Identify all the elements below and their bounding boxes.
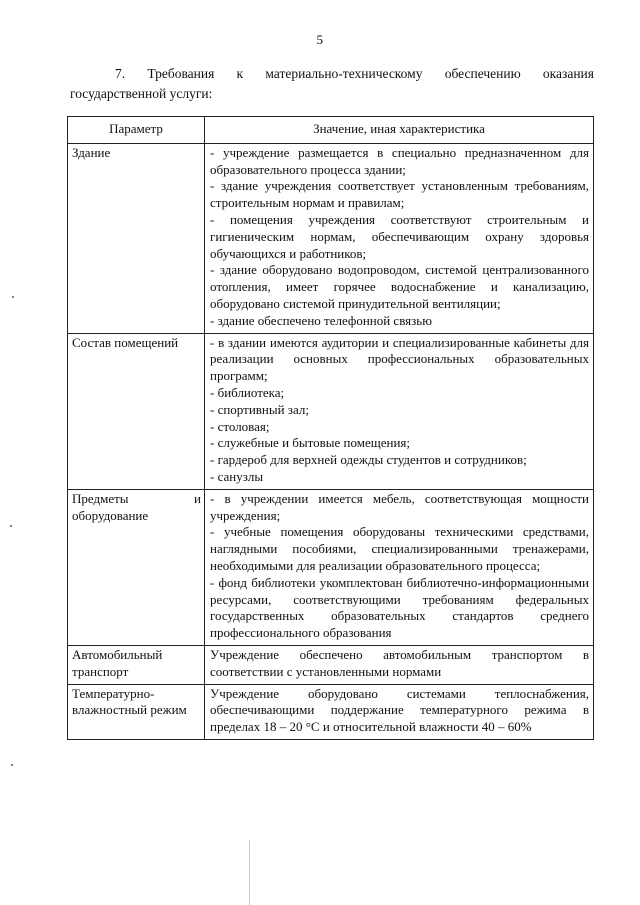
list-item: - санузлы: [210, 468, 264, 484]
param-cell-transport: Автомобильный транспорт: [68, 645, 205, 684]
list-item: - в учреждении имеется мебель, соответствующая мощности учреждения;: [210, 490, 589, 523]
list-item: - столовая;: [210, 418, 270, 434]
table-row: [68, 489, 594, 645]
param-equipment-word-2: и: [194, 490, 201, 506]
list-item: - помещения учреждения соответствуют строительным и гигиеническим нормам, обеспечивающим охрану здоровья обучающихся и работников;: [210, 211, 589, 261]
table-row: [68, 684, 594, 739]
list-item: - библиотека;: [210, 384, 285, 400]
scan-fold-line: [249, 840, 250, 905]
list-item: - здание обеспечено телефонной связью: [210, 312, 432, 328]
column-header-parameter: Параметр: [68, 117, 205, 144]
param-cell-building: Здание: [68, 143, 205, 333]
section-heading-line-2: государственной услуги:: [70, 86, 213, 101]
table-row: [68, 143, 594, 333]
list-item: - здание учреждения соответствует установленным требованиям, строительным нормам и правилам;: [210, 178, 589, 211]
param-equipment-word-1: Предметы: [72, 490, 129, 506]
scan-speck: [12, 296, 14, 298]
section-heading: [70, 64, 594, 104]
value-cell-transport: [205, 645, 594, 684]
table-header-row: [68, 117, 594, 144]
requirements-table: [67, 116, 594, 740]
list-item: - учебные помещения оборудованы техническими средствами, наглядными пособиями, специализированными тренажерами, необходимыми для реализации образовательного процесса;: [210, 524, 589, 573]
param-cell-climate: Температурно-влажностный режим: [68, 684, 205, 739]
list-item: Учреждение обеспечено автомобильным транспортом в соответствии с установленными нормами: [210, 646, 589, 679]
value-cell-rooms: [205, 333, 594, 489]
list-item: - в здании имеются аудитории и специализированные кабинеты для реализации основных профессиональных образовательных программ;: [210, 334, 589, 384]
page-number: 5: [316, 32, 324, 47]
scan-speck: [10, 525, 12, 527]
list-item: - спортивный зал;: [210, 401, 309, 417]
table-row: [68, 333, 594, 489]
list-item: - гардероб для верхней одежды студентов и сотрудников;: [210, 452, 527, 468]
column-header-value: Значение, иная характеристика: [205, 117, 594, 144]
list-item: Учреждение оборудовано системами теплоснабжения, обеспечивающими поддержание температурного режима в пределах 18 – 20 °С и относительной влажности 40 – 60%: [210, 685, 589, 735]
list-item: - фонд библиотеки укомплектован библиотечно-информационными ресурсами, соответствующими требованиям федеральных государственных образовательных стандартов среднего профессионального образования: [210, 574, 589, 641]
table-row: [68, 645, 594, 684]
param-cell-equipment: [68, 489, 205, 645]
list-item: - учреждение размещается в специально предназначенном для образовательного процесса здании;: [210, 144, 589, 177]
section-heading-line-1: 7. Требования к материально-техническому обеспечению оказания: [115, 66, 594, 81]
list-item: - здание оборудовано водопроводом, системой централизованного отопления, имеет горячее водоснабжение и канализацию, оборудовано системой принудительной вентиляции;: [210, 262, 589, 311]
list-item: - служебные и бытовые помещения;: [210, 435, 411, 451]
value-cell-building: [205, 143, 594, 333]
param-cell-rooms: Состав помещений: [68, 333, 205, 489]
param-equipment-word-3: оборудование: [72, 507, 149, 523]
value-cell-climate: [205, 684, 594, 739]
scan-speck: [11, 764, 13, 766]
value-cell-equipment: [205, 489, 594, 645]
